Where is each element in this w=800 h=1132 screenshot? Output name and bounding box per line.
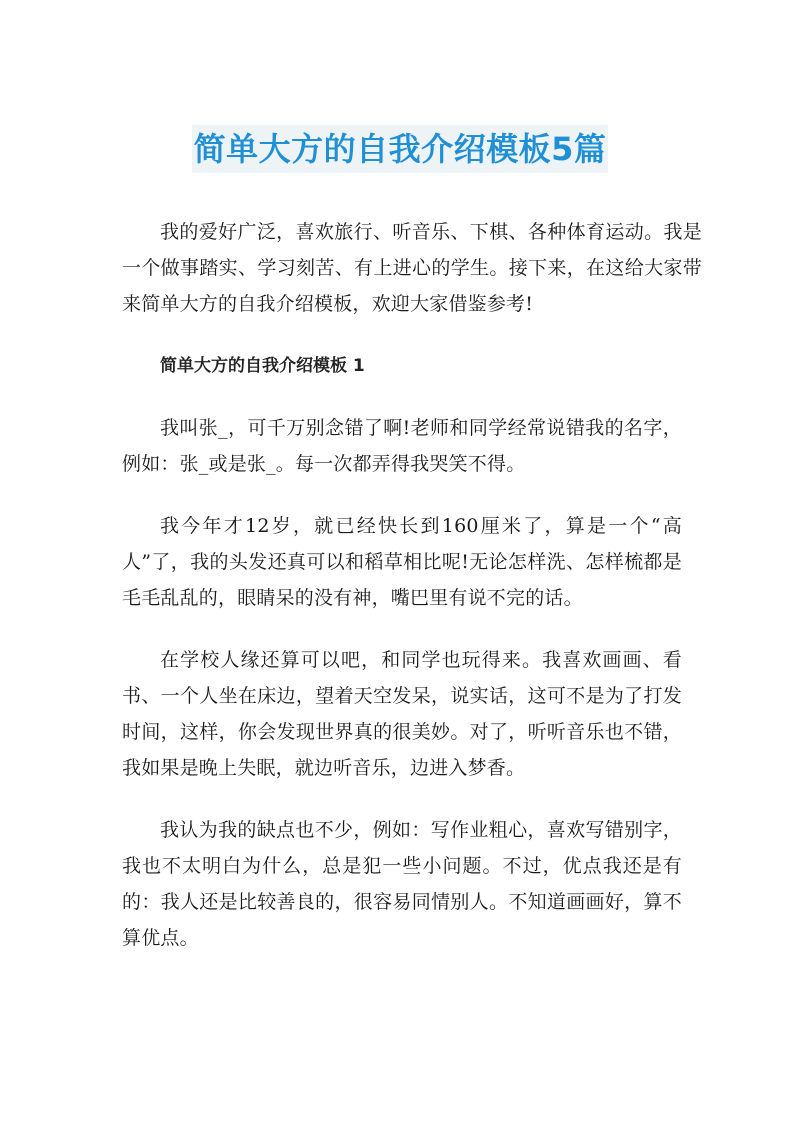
section-heading: 简单大方的自我介绍模板 1 xyxy=(160,356,365,376)
body-paragraph: 我认为我的缺点也不少，例如：写作业粗心，喜欢写错别字，我也不太明白为什么，总是犯一些小问题。不过，优点我还是有的：我人还是比较善良的，很容易同情别人。不知道画画好，算不算优点。 xyxy=(122,819,682,949)
intro-paragraph: 我的爱好广泛，喜欢旅行、听音乐、下棋、各种体育运动。我是一个做事踏实、学习刻苦、有上进心的学生。接下来，在这给大家带来简单大方的自我介绍模板，欢迎大家借鉴参考! xyxy=(122,221,702,315)
body-paragraph: 我叫张_，可千万别念错了啊!老师和同学经常说错我的名字，例如：张_或是张_。每一次都弄得我哭笑不得。 xyxy=(122,417,682,475)
document-title: 简单大方的自我介绍模板5篇 xyxy=(192,125,609,173)
body-paragraph: 我今年才12岁，就已经快长到160厘米了，算是一个“高人”了，我的头发还真可以和稻草相比呢!无论怎样洗、怎样梳都是毛毛乱乱的，眼睛呆的没有神，嘴巴里有说不完的话。 xyxy=(122,515,682,609)
document-body xyxy=(122,214,702,956)
body-paragraph: 在学校人缘还算可以吧，和同学也玩得来。我喜欢画画、看书、一个人坐在床边，望着天空发呆，说实话，这可不是为了打发时间，这样，你会发现世界真的很美妙。对了，听听音乐也不错，我如果是晚上失眠，就边听音乐，边进入梦香。 xyxy=(122,649,682,779)
title-wrap xyxy=(0,104,800,195)
